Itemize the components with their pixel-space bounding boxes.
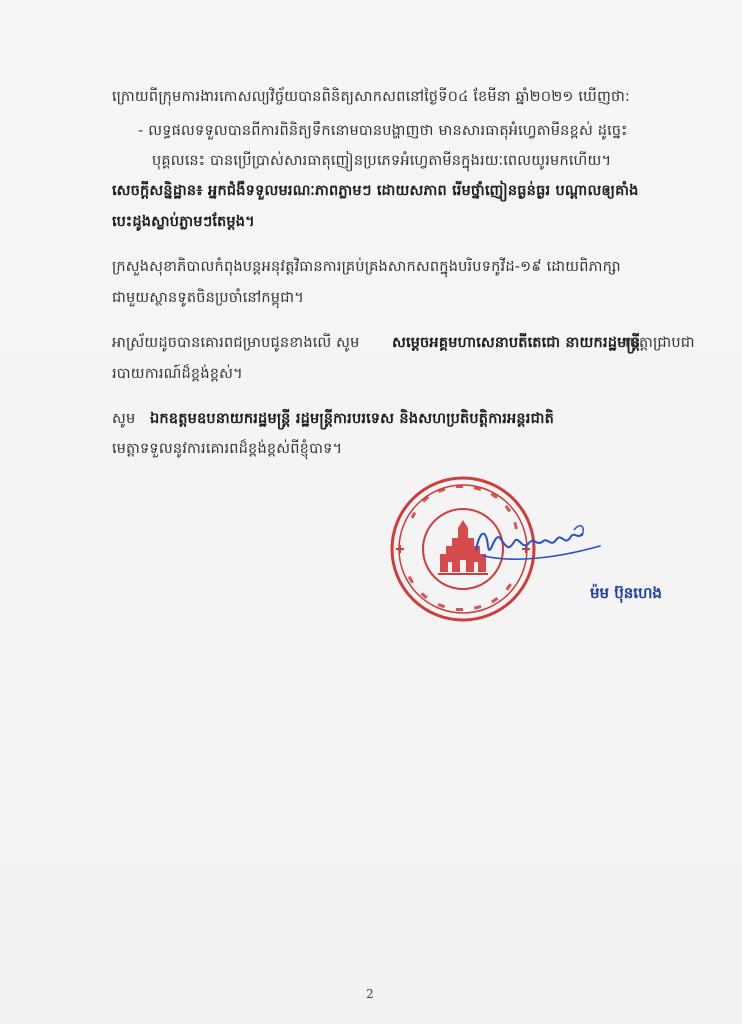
- text-line: មេត្តាទទួលនូវការគោរពដ៏ខ្ពង់ខ្ពស់ពីខ្ញុំបាទ។: [112, 441, 343, 457]
- text-line: បុគ្គលនេះ បានប្រើប្រាស់សារធាតុញៀនប្រភេទអំហ្វេតាមីនក្នុងរយៈពេលយូរមកហើយ។: [152, 153, 612, 169]
- addressee-name: ឯកឧត្តមឧបនាយករដ្ឋមន្ត្រី រដ្ឋមន្ត្រីការបរទេស និងសហប្រតិបត្តិការអន្តរជាតិ: [150, 411, 555, 427]
- signature-icon: [470, 516, 610, 576]
- text-line: ជាមួយស្ថានទូតចិនប្រចាំនៅកម្ពុជា។: [112, 290, 304, 306]
- signer-name: ម៉ម ប៊ុនហេង: [590, 584, 662, 602]
- conclusion-line: បេះដូងស្លាប់ភ្លាមៗតែម្ដង។: [112, 214, 255, 230]
- text-line: សូម: [112, 411, 136, 427]
- addressee-name: សម្ដេចអគ្គមហាសេនាបតីតេជោ នាយករដ្ឋមន្ត្រី: [392, 335, 641, 351]
- conclusion-line: សេចក្ដីសន្និដ្ឋាន៖ អ្នកជំងឺទទួលមរណៈភាពភ្លាមៗ ដោយសភាព រើមថ្នាំញៀនធ្ងន់ធ្ងរ បណ្ដាលឲ្យគាំង: [112, 183, 639, 199]
- text-line: ក្រោយពីក្រុមការងារកោសល្យវិច្ច័យបានពិនិត្យសាកសពនៅថ្ងៃទី០៤ ខែមីនា ឆ្នាំ២០២១ ឃើញថា:: [112, 89, 631, 105]
- page-number: 2: [366, 987, 374, 1001]
- text-line: មេត្តាជ្រាបជា: [625, 335, 695, 351]
- text-line: - លទ្ធផលទទួលបានពីការពិនិត្យទឹកនោមបានបង្ហាញថា មានសារធាតុអំហ្វេតាមីនខ្ពស់ ដូច្នេះ: [138, 123, 628, 139]
- text-line: របាយការណ៍ដ៏ខ្ពង់ខ្ពស់។: [112, 366, 243, 382]
- text-line: អាស្រ័យដូចបានគោរពជម្រាបជូនខាងលើ សូម: [112, 335, 360, 351]
- text-line: ក្រសួងសុខាភិបាលកំពុងបន្តអនុវត្តវិធានការគ្រប់គ្រងសាកសពក្នុងបរិបទកូវីដ-១៩ ដោយពិភាក្សា: [112, 259, 621, 275]
